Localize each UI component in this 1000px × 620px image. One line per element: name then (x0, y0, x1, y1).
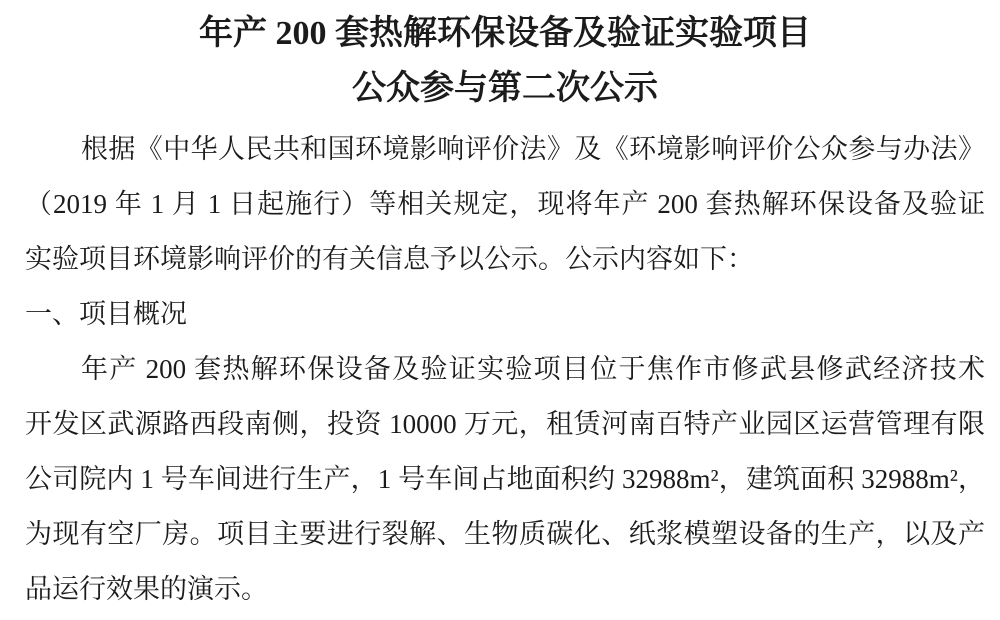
body-line: 开发区武源路西段南侧，投资 10000 万元，租赁河南百特产业园区运营管理有限 (25, 409, 985, 439)
body-line: 实验项目环境影响评价的有关信息予以公示。公示内容如下： (25, 244, 754, 274)
body-line: 品运行效果的演示。 (25, 574, 268, 604)
document-body (25, 122, 985, 617)
body-line: 公司院内 1 号车间进行生产，1 号车间占地面积约 32988m²，建筑面积 32988m²， (25, 464, 985, 494)
body-line: （2019 年 1 月 1 日起施行）等相关规定，现将年产 200 套热解环保设备及验证 (25, 189, 985, 219)
document-title (25, 6, 985, 116)
section-heading: 一、项目概况 (25, 299, 187, 329)
body-line: 为现有空厂房。项目主要进行裂解、生物质碳化、纸浆模塑设备的生产，以及产 (25, 519, 985, 549)
document-title-line-1: 年产 200 套热解环保设备及验证实验项目 (199, 15, 811, 52)
document-title-line-2: 公众参与第二次公示 (352, 70, 658, 107)
body-line: 年产 200 套热解环保设备及验证实验项目位于焦作市修武县修武经济技术 (81, 354, 985, 384)
body-line: 根据《中华人民共和国环境影响评价法》及《环境影响评价公众参与办法》 (81, 134, 985, 164)
